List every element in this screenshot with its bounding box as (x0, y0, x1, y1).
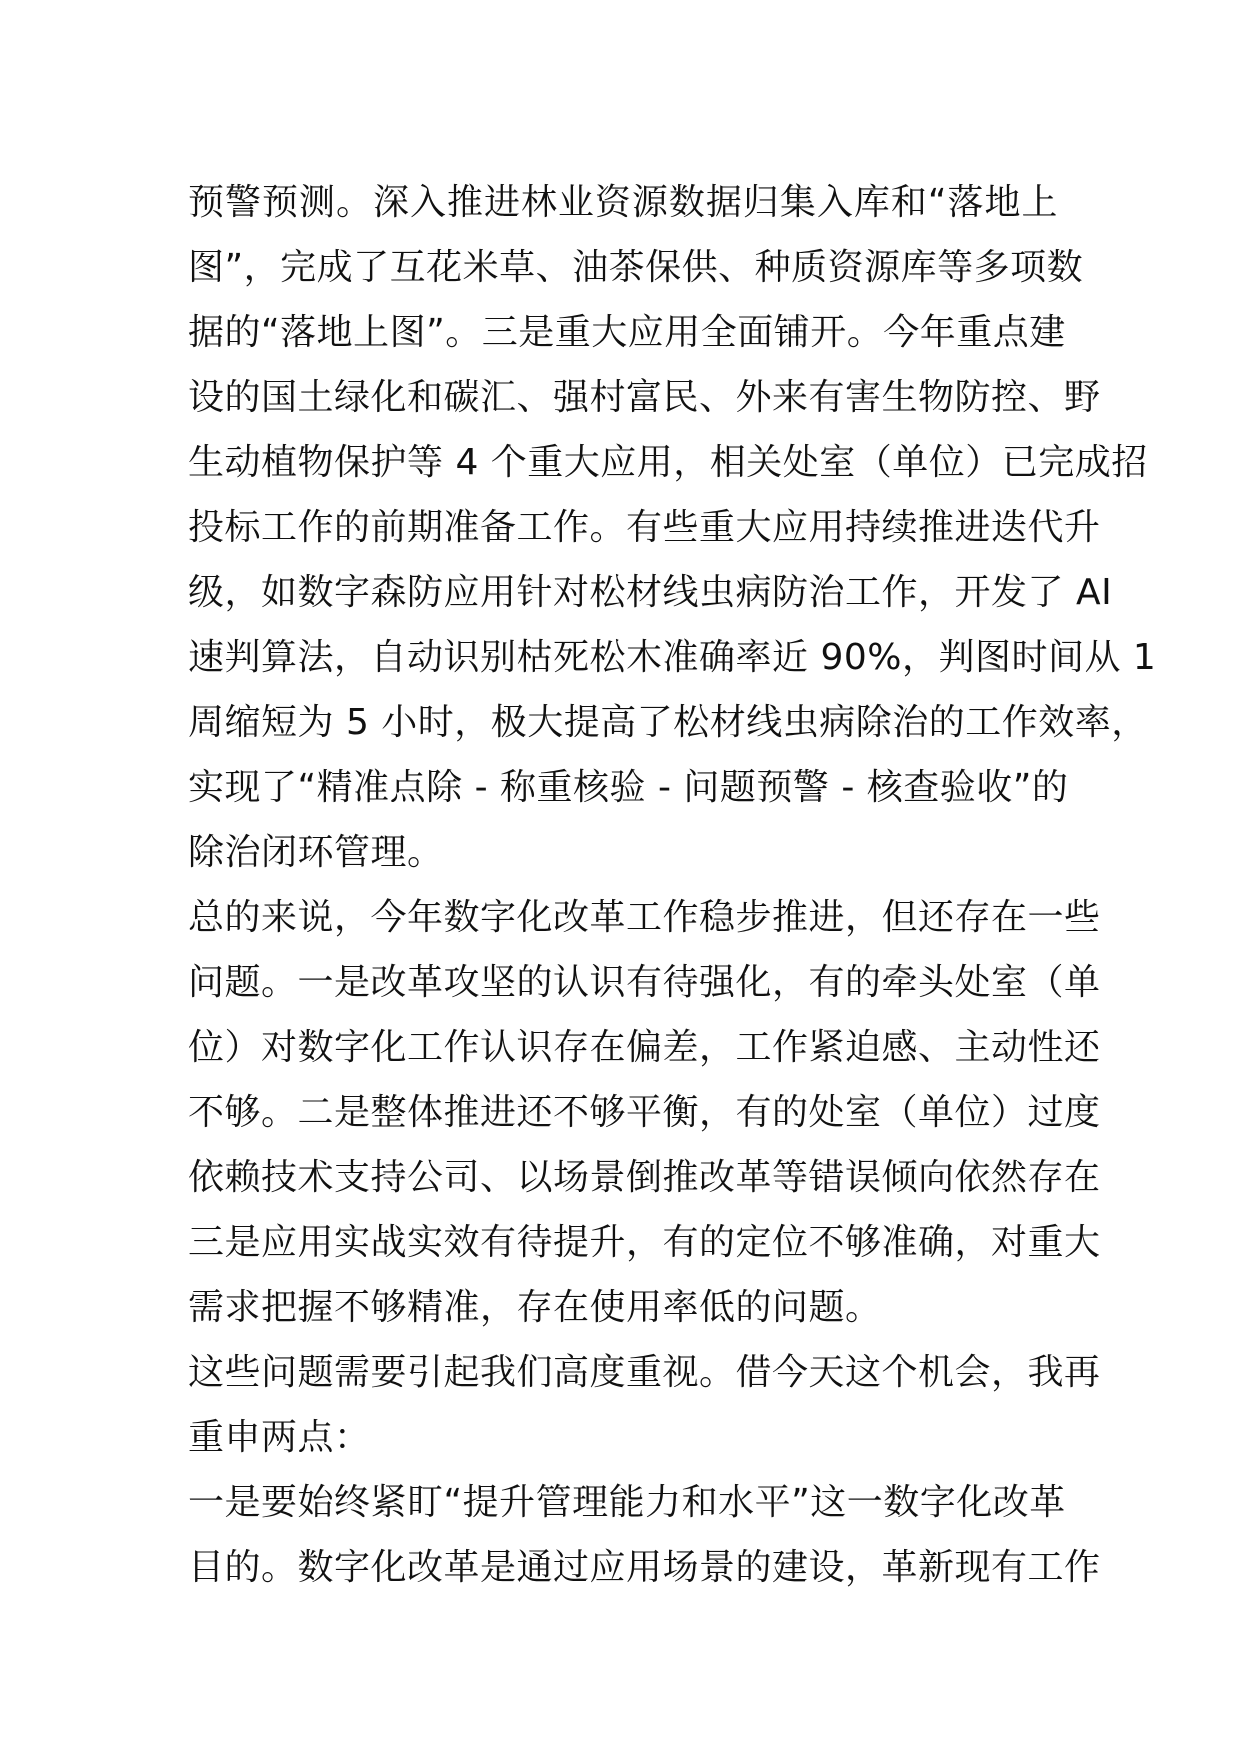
text-line: 生动植物保护等 4 个重大应用，相关处室（单位）已完成招 (188, 442, 1148, 483)
text-line: 除治闭环管理。 (188, 832, 444, 873)
text-line: 问题。一是改革攻坚的认识有待强化，有的牵头处室（单 (188, 962, 1101, 1003)
text-line: 图”，完成了互花米草、油茶保供、种质资源库等多项数 (188, 247, 1084, 288)
text-line: 周缩短为 5 小时，极大提高了松材线虫病除治的工作效率， (188, 702, 1148, 743)
text-line: 这些问题需要引起我们高度重视。借今天这个机会，我再 (188, 1352, 1101, 1393)
text-line: 实现了“精准点除 - 称重核验 - 问题预警 - 核查验收”的 (188, 767, 1069, 808)
text-line: 不够。二是整体推进还不够平衡，有的处室（单位）过度 (188, 1092, 1101, 1133)
text-line: 级，如数字森防应用针对松材线虫病防治工作，开发了 AI (188, 572, 1113, 613)
text-line: 目的。数字化改革是通过应用场景的建设，革新现有工作 (188, 1547, 1101, 1588)
text-line: 依赖技术支持公司、以场景倒推改革等错误倾向依然存在 (188, 1157, 1101, 1198)
text-line: 位）对数字化工作认识存在偏差，工作紧迫感、主动性还 (188, 1027, 1101, 1068)
text-line: 总的来说，今年数字化改革工作稳步推进，但还存在一些 (188, 897, 1101, 938)
text-line: 速判算法，自动识别枯死松木准确率近 90%，判图时间从 1 (188, 637, 1157, 678)
text-line: 据的“落地上图”。三是重大应用全面铺开。今年重点建 (188, 312, 1066, 353)
text-line: 三是应用实战实效有待提升，有的定位不够准确，对重大 (188, 1222, 1101, 1263)
text-line: 预警预测。深入推进林业资源数据归集入库和“落地上 (188, 182, 1058, 223)
text-line: 投标工作的前期准备工作。有些重大应用持续推进迭代升 (188, 507, 1101, 548)
text-line: 需求把握不够精准，存在使用率低的问题。 (188, 1287, 882, 1328)
text-line: 设的国土绿化和碳汇、强村富民、外来有害生物防控、野 (188, 377, 1101, 418)
text-line: 重申两点： (188, 1417, 371, 1458)
body-text (188, 170, 1157, 1600)
text-line: 一是要始终紧盯“提升管理能力和水平”这一数字化改革 (188, 1482, 1066, 1523)
